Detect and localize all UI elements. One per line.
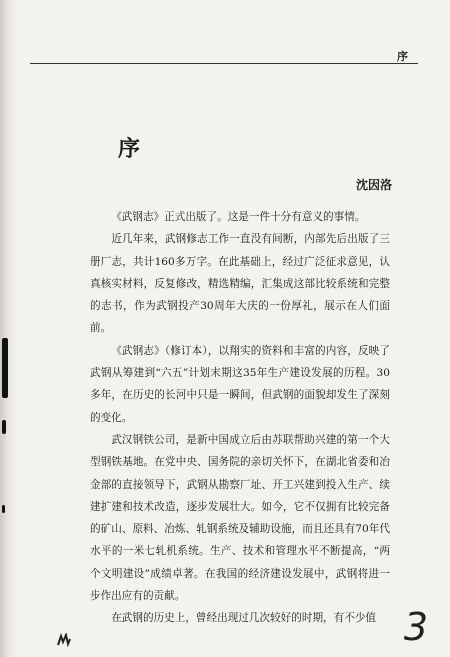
paragraph: 近几年来，武钢修志工作一直没有间断，内部先后出版了三册厂志，共计160多万字。在此基础上，经过广泛征求意见，认真核实材料，反复修改，精选精编，汇集成这部比较系统和完整的志书，作为武钢投产30周年大庆的一份厚礼，展示在人们面前。 (90, 233, 390, 335)
page-number: 3 (403, 605, 428, 649)
paragraph: 《武钢志》正式出版了。这是一件十分有意义的事情。 (111, 211, 366, 223)
author-name: 沈因洛 (355, 178, 392, 192)
chapter-title: 序 (118, 136, 141, 162)
running-head: 序 (397, 50, 408, 63)
scan-edge-shadow (0, 0, 16, 657)
scan-mark (2, 505, 5, 513)
paragraph: 武汉钢铁公司，是新中国成立后由苏联帮助兴建的第一个大型钢铁基地。在党中央、国务院的亲切关怀下，在湖北省委和冶金部的直接领导下，武钢从勘察厂址、开工兴建到投入生产、续建扩建和技术改造，逐步发展壮大。如今，它不仅拥有比较完备的矿山、原料、冶炼、轧钢系统及辅助设施，而且还具有70年代水平的一米七轧机系统。生产、技术和管理水平不断提高，“两个文明建设”成绩卓著。在我国的经济建设发展中，武钢将进一步作出应有的贡献。 (90, 433, 390, 603)
body-text (90, 206, 390, 630)
header-rule (30, 63, 418, 64)
ink-smudge (56, 633, 72, 647)
scan-mark (2, 338, 8, 398)
paragraph: 《武钢志》（修订本），以翔实的资料和丰富的内容，反映了武钢从筹建到“六五”计划末期这35年生产建设发展的历程。30多年，在历史的长河中只是一瞬间，但武钢的面貌却发生了深刻的变化。 (90, 344, 390, 424)
scan-mark (2, 420, 6, 434)
paragraph: 在武钢的历史上，曾经出现过几次较好的时期，有不少值 (111, 612, 377, 625)
